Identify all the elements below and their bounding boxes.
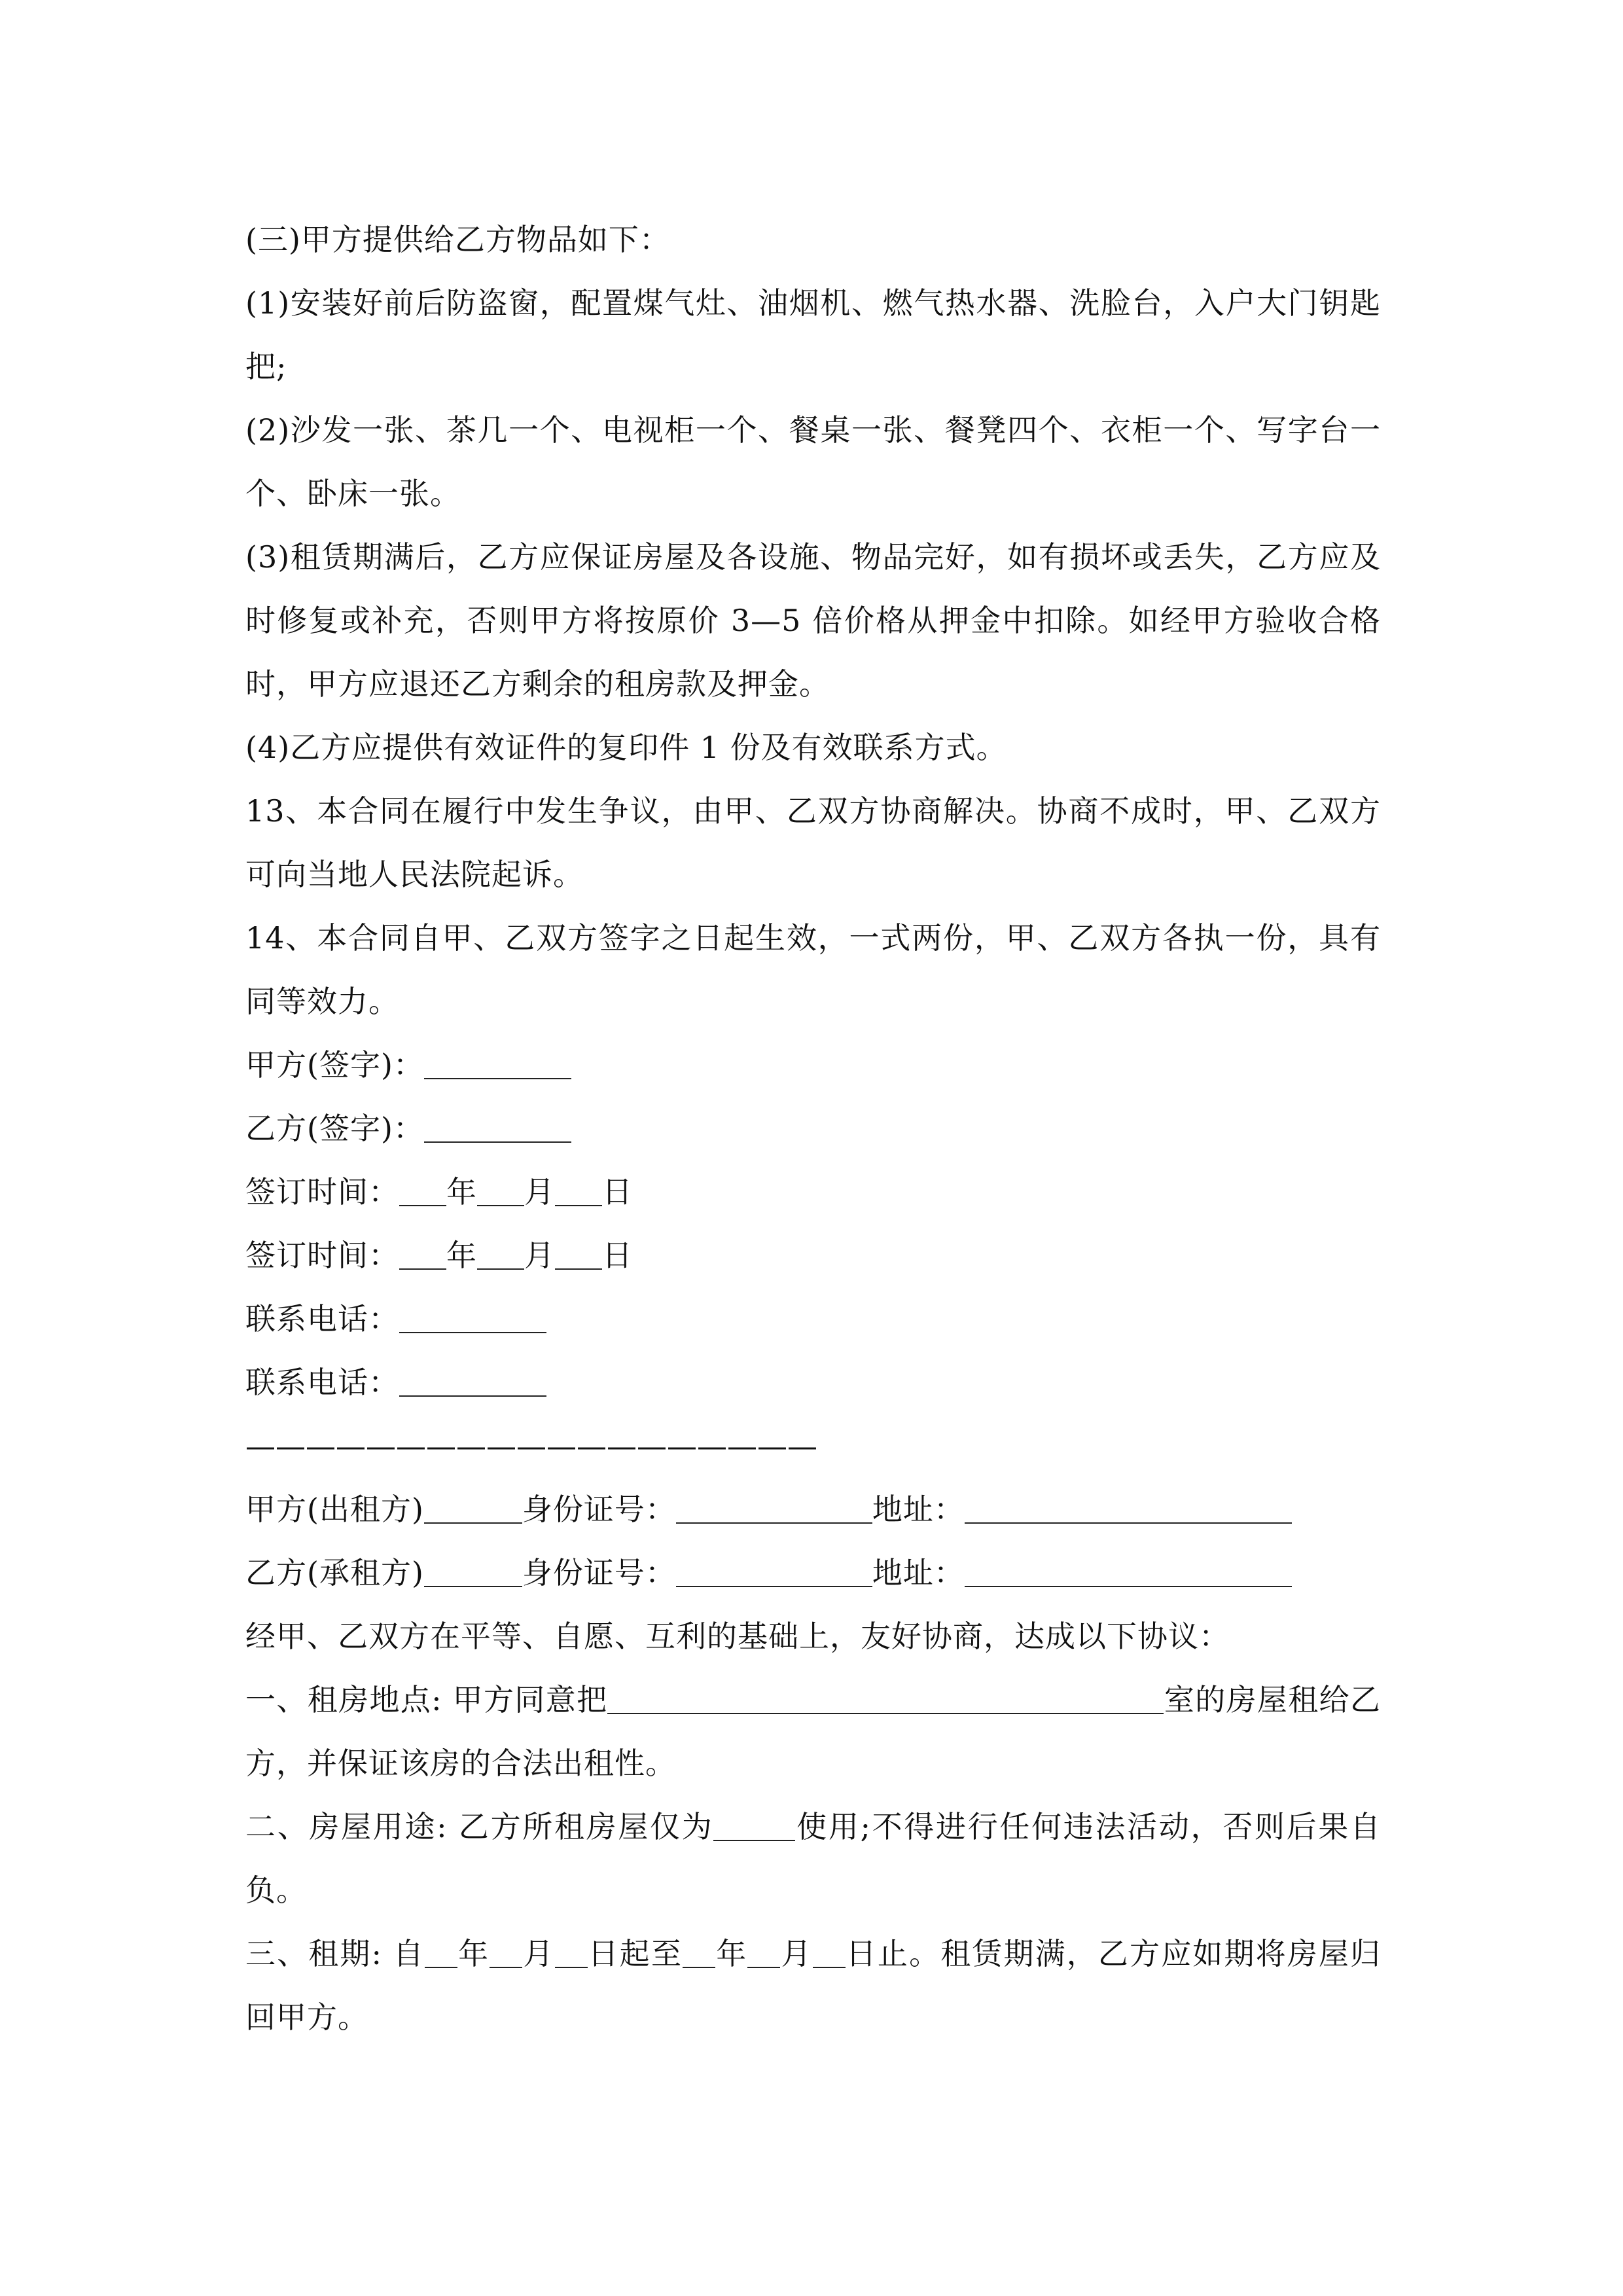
party-a-label: 甲方(出租方) — [245, 1492, 424, 1527]
party-a-name-blank[interactable] — [424, 1494, 522, 1524]
party-b-address-blank[interactable] — [965, 1557, 1292, 1587]
signature-label-b: 乙方(签字)： — [245, 1111, 424, 1146]
phone-a — [245, 1287, 1381, 1351]
usage-text-b: 使用;不得进行任何违法活动，否则后果自负。 — [245, 1809, 1381, 1908]
year-label: 年 — [446, 1238, 477, 1273]
end-day-blank[interactable] — [813, 1938, 846, 1968]
start-day-blank[interactable] — [555, 1938, 588, 1968]
contract-body — [245, 208, 1381, 2049]
party-b-id-blank[interactable] — [676, 1557, 872, 1587]
agreement-intro: 经甲、乙双方在平等、自愿、互利的基础上，友好协商，达成以下协议： — [245, 1619, 1230, 1654]
day-label: 日 — [602, 1174, 633, 1210]
signature-party-b — [245, 1097, 1381, 1160]
end-year-blank[interactable] — [683, 1938, 715, 1968]
month-label: 月 — [522, 1936, 555, 1971]
year-blank[interactable] — [399, 1176, 446, 1206]
phone-b — [245, 1351, 1381, 1414]
day-label: 日 — [602, 1238, 633, 1273]
term-from-label: 日起至 — [587, 1936, 683, 1971]
day-blank[interactable] — [555, 1240, 602, 1270]
usage-blank[interactable] — [713, 1811, 795, 1841]
year-label: 年 — [715, 1936, 748, 1971]
clause-term — [245, 1922, 1381, 2049]
date-label: 签订时间： — [245, 1238, 399, 1273]
term-text-a: 三、租期: 自 — [245, 1936, 425, 1971]
signature-blank-b[interactable] — [424, 1113, 571, 1143]
year-label: 年 — [446, 1174, 477, 1210]
signature-blank-a[interactable] — [424, 1049, 571, 1079]
sign-date-a — [245, 1160, 1381, 1224]
phone-label: 联系电话： — [245, 1365, 399, 1400]
signature-party-a — [245, 1033, 1381, 1097]
month-blank[interactable] — [477, 1176, 524, 1206]
month-blank[interactable] — [477, 1240, 524, 1270]
day-blank[interactable] — [555, 1176, 602, 1206]
signature-label-a: 甲方(签字)： — [245, 1047, 424, 1083]
clause-13: 13、本合同在履行中发生争议，由甲、乙双方协商解决。协商不成时，甲、乙双方可向当地人民法院起诉。 — [245, 793, 1381, 892]
party-a-id-blank[interactable] — [676, 1494, 872, 1524]
address-label: 地址： — [872, 1492, 965, 1527]
party-a-address-blank[interactable] — [965, 1494, 1292, 1524]
start-month-blank[interactable] — [490, 1938, 522, 1968]
clause-location — [245, 1668, 1381, 1795]
section-3-title: (三)甲方提供给乙方物品如下： — [245, 222, 670, 257]
usage-text-a: 二、房屋用途: 乙方所租房屋仅为 — [245, 1809, 714, 1844]
month-label: 月 — [780, 1936, 813, 1971]
room-blank[interactable] — [607, 1684, 1164, 1714]
month-label: 月 — [524, 1238, 555, 1273]
year-label: 年 — [457, 1936, 490, 1971]
clause-14: 14、本合同自甲、乙双方签字之日起生效，一式两份，甲、乙双方各执一份，具有同等效力。 — [245, 920, 1381, 1019]
item-2: (2)沙发一张、茶几一个、电视柜一个、餐桌一张、餐凳四个、衣柜一个、写字台一个、卧床一张。 — [245, 412, 1381, 511]
month-label: 月 — [524, 1174, 555, 1210]
id-label: 身份证号： — [522, 1492, 676, 1527]
location-text-a: 一、租房地点: 甲方同意把 — [245, 1682, 608, 1717]
date-label: 签订时间： — [245, 1174, 399, 1210]
item-1: (1)安装好前后防盗窗，配置煤气灶、油烟机、燃气热水器、洗脸台，入户大门钥匙把; — [245, 285, 1381, 384]
sign-date-b — [245, 1224, 1381, 1287]
address-label: 地址： — [872, 1555, 965, 1590]
location-text-b: 室的房屋租给乙方，并保证该房的合法出租性。 — [245, 1682, 1382, 1781]
section-divider: ——————————————————— — [245, 1428, 817, 1463]
party-b-line — [245, 1541, 1381, 1605]
party-a-line — [245, 1478, 1381, 1541]
term-text-b: 日止。租赁期满，乙方应如期将房屋归回甲方。 — [245, 1936, 1382, 2035]
phone-blank[interactable] — [399, 1367, 546, 1397]
clause-usage — [245, 1795, 1381, 1922]
phone-blank[interactable] — [399, 1303, 546, 1333]
id-label: 身份证号： — [522, 1555, 676, 1590]
item-3: (3)租赁期满后，乙方应保证房屋及各设施、物品完好，如有损坏或丢失，乙方应及时修复或补充，否则甲方将按原价 3—5 倍价格从押金中扣除。如经甲方验收合格时，甲方应退还乙方剩余的租房款及押金。 — [245, 539, 1381, 702]
year-blank[interactable] — [399, 1240, 446, 1270]
phone-label: 联系电话： — [245, 1301, 399, 1336]
party-b-label: 乙方(承租方) — [245, 1555, 424, 1590]
item-4: (4)乙方应提供有效证件的复印件 1 份及有效联系方式。 — [245, 730, 1007, 765]
start-year-blank[interactable] — [425, 1938, 457, 1968]
end-month-blank[interactable] — [747, 1938, 780, 1968]
party-b-name-blank[interactable] — [424, 1557, 522, 1587]
